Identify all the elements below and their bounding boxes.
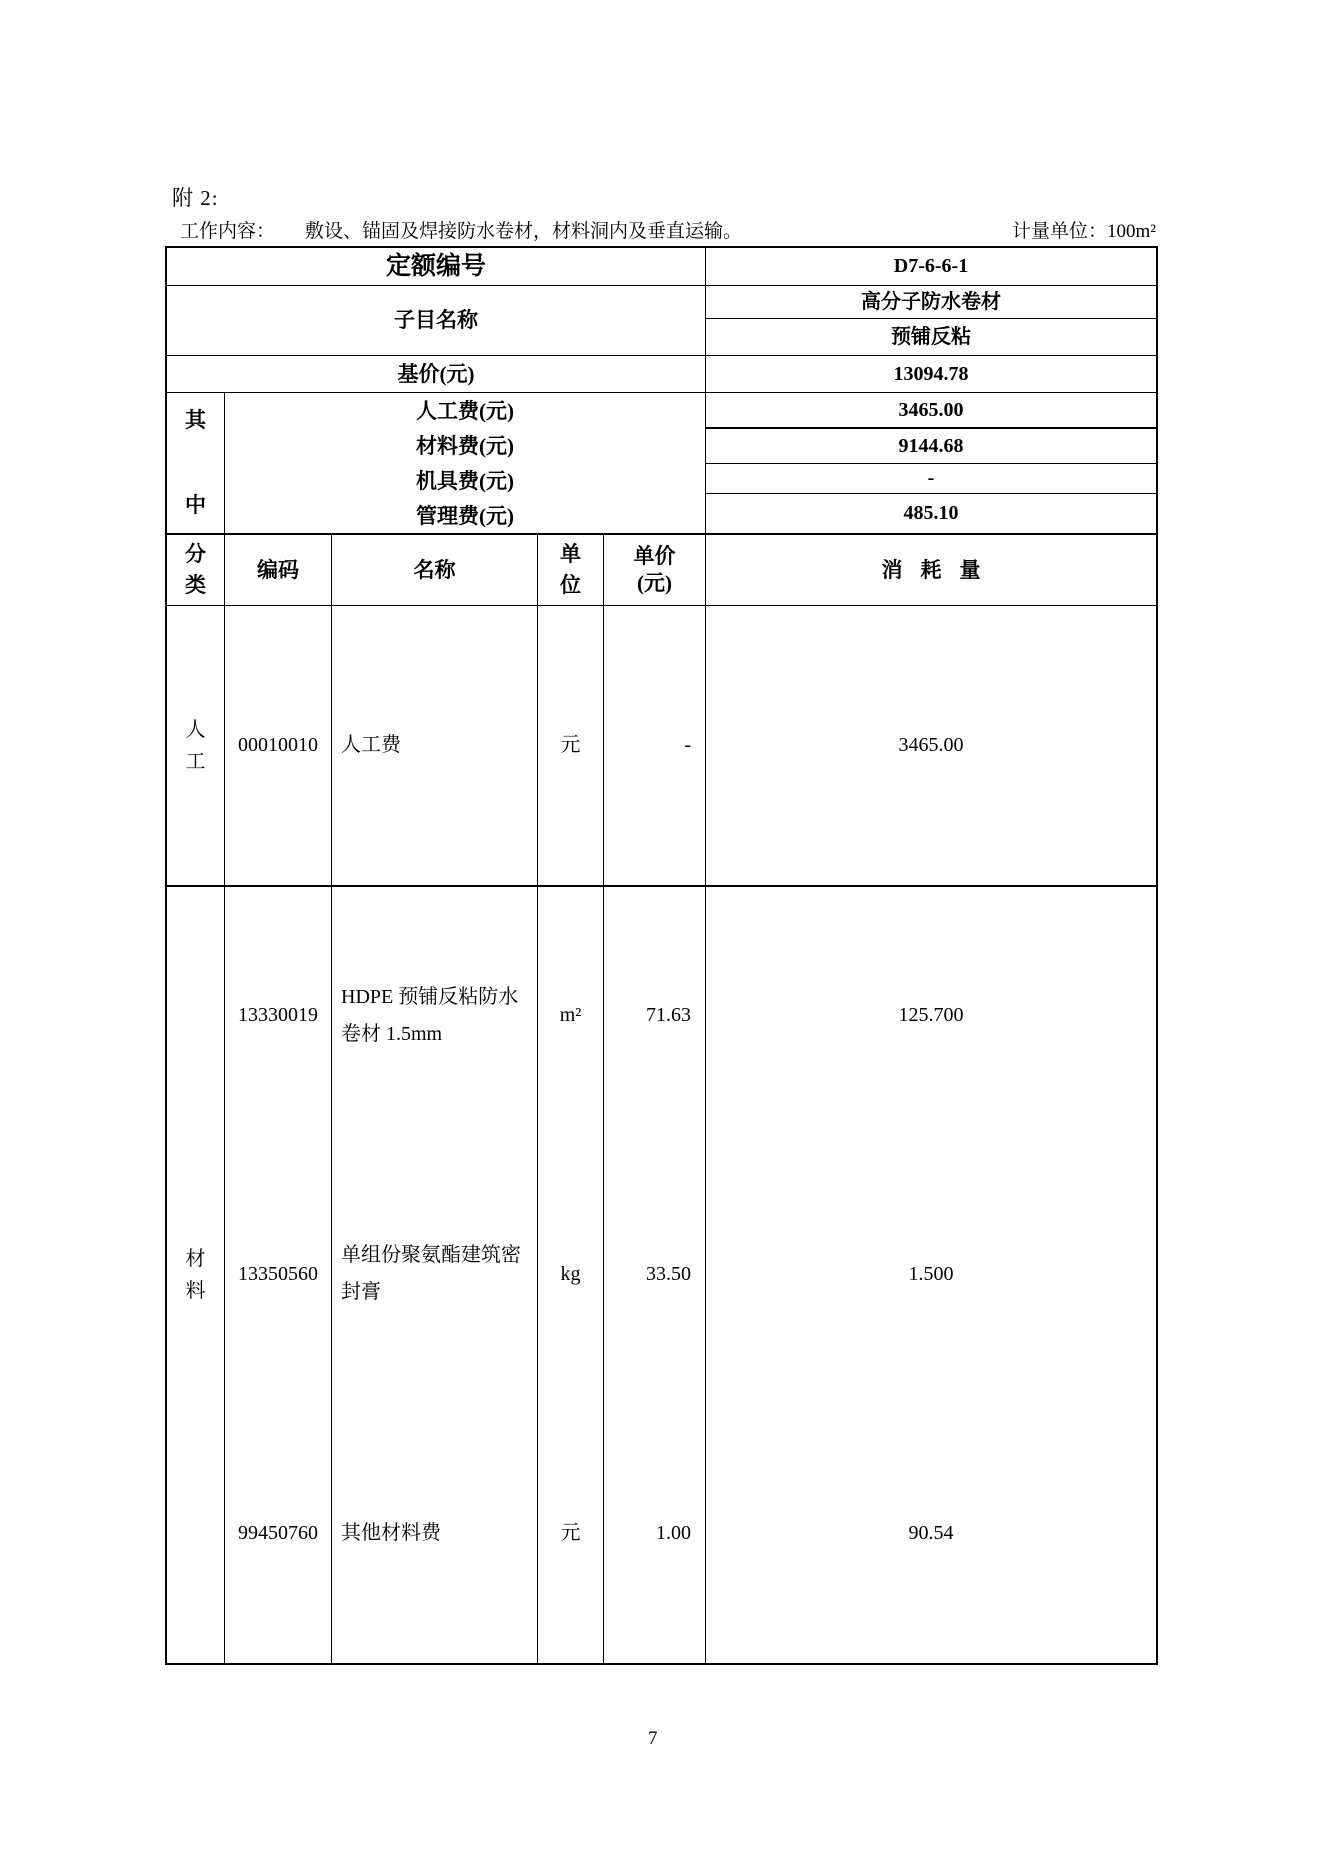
column-header-consumption: 消耗量	[705, 533, 1156, 605]
column-header-name: 名称	[331, 533, 537, 605]
material-row-price: 33.50	[603, 1144, 705, 1404]
item-name-line2: 预铺反粘	[705, 318, 1156, 355]
item-name-label: 子目名称	[167, 285, 705, 355]
labor-char-2: 工	[185, 750, 206, 773]
material-cost-value: 9144.68	[705, 427, 1156, 463]
among-label	[167, 392, 224, 533]
price-header-line-1: 单价	[633, 543, 676, 568]
material-row-name: 其他材料费	[331, 1404, 537, 1663]
unit-header-char-1: 单	[560, 541, 581, 566]
material-row-name: HDPE 预铺反粘防水卷材 1.5mm	[331, 885, 537, 1144]
labor-row-name: 人工费	[331, 605, 537, 885]
material-row-price: 71.63	[603, 885, 705, 1144]
management-cost-label: 管理费(元)	[416, 503, 514, 528]
material-row-consumption: 125.700	[705, 885, 1156, 1144]
material-row-code: 13330019	[224, 885, 331, 1144]
work-content-text: 敷设、锚固及焊接防水卷材，材料洞内及垂直运输。	[305, 221, 743, 242]
material-row-unit: m²	[537, 885, 603, 1144]
labor-char-1: 人	[185, 718, 206, 741]
labor-row-consumption: 3465.00	[705, 605, 1156, 885]
unit-header-char-2: 位	[560, 573, 581, 597]
material-cost-label: 材料费(元)	[416, 433, 514, 458]
material-row-code: 13350560	[224, 1144, 331, 1404]
column-header-unit	[537, 533, 603, 605]
price-header-line-2: (元)	[637, 571, 672, 595]
labor-row-code: 00010010	[224, 605, 331, 885]
among-char-1: 其	[185, 407, 206, 432]
material-row-code: 99450760	[224, 1404, 331, 1663]
base-price-value: 13094.78	[705, 355, 1156, 392]
labor-row-price: -	[603, 605, 705, 885]
quota-code-value: D7-6-6-1	[705, 248, 1156, 285]
material-row-consumption: 90.54	[705, 1404, 1156, 1663]
attachment-label: 附 2:	[172, 186, 219, 210]
material-category-label	[167, 885, 224, 1663]
labor-row-unit: 元	[537, 605, 603, 885]
labor-cost-label: 人工费(元)	[416, 398, 514, 423]
base-price-label: 基价(元)	[167, 355, 705, 392]
material-row-price: 1.00	[603, 1404, 705, 1663]
material-row-name: 单组份聚氨酯建筑密封膏	[331, 1144, 537, 1404]
item-name-line1: 高分子防水卷材	[705, 285, 1156, 318]
machine-cost-value: -	[705, 463, 1156, 493]
page-number: 7	[648, 1728, 658, 1749]
column-header-code: 编码	[224, 533, 331, 605]
labor-cost-value: 3465.00	[705, 392, 1156, 427]
quota-table	[165, 246, 1158, 1665]
column-header-category	[167, 533, 224, 605]
column-header-price	[603, 533, 705, 605]
category-header-char-1: 分	[185, 541, 206, 566]
material-char-1: 材	[185, 1248, 206, 1270]
material-row-unit: 元	[537, 1404, 603, 1663]
management-cost-value: 485.10	[705, 493, 1156, 533]
among-char-2: 中	[185, 493, 206, 517]
cost-labels	[224, 392, 705, 533]
measure-unit-label: 计量单位：100m²	[1012, 221, 1156, 242]
work-content-line	[180, 216, 1156, 243]
quota-code-label: 定额编号	[385, 252, 486, 280]
work-content-label: 工作内容：	[180, 221, 276, 242]
material-char-2: 料	[185, 1280, 206, 1302]
material-row-consumption: 1.500	[705, 1144, 1156, 1404]
material-row-unit: kg	[537, 1144, 603, 1404]
machine-cost-label: 机具费(元)	[416, 468, 514, 493]
category-header-char-2: 类	[185, 573, 206, 597]
labor-category-label	[167, 605, 224, 885]
